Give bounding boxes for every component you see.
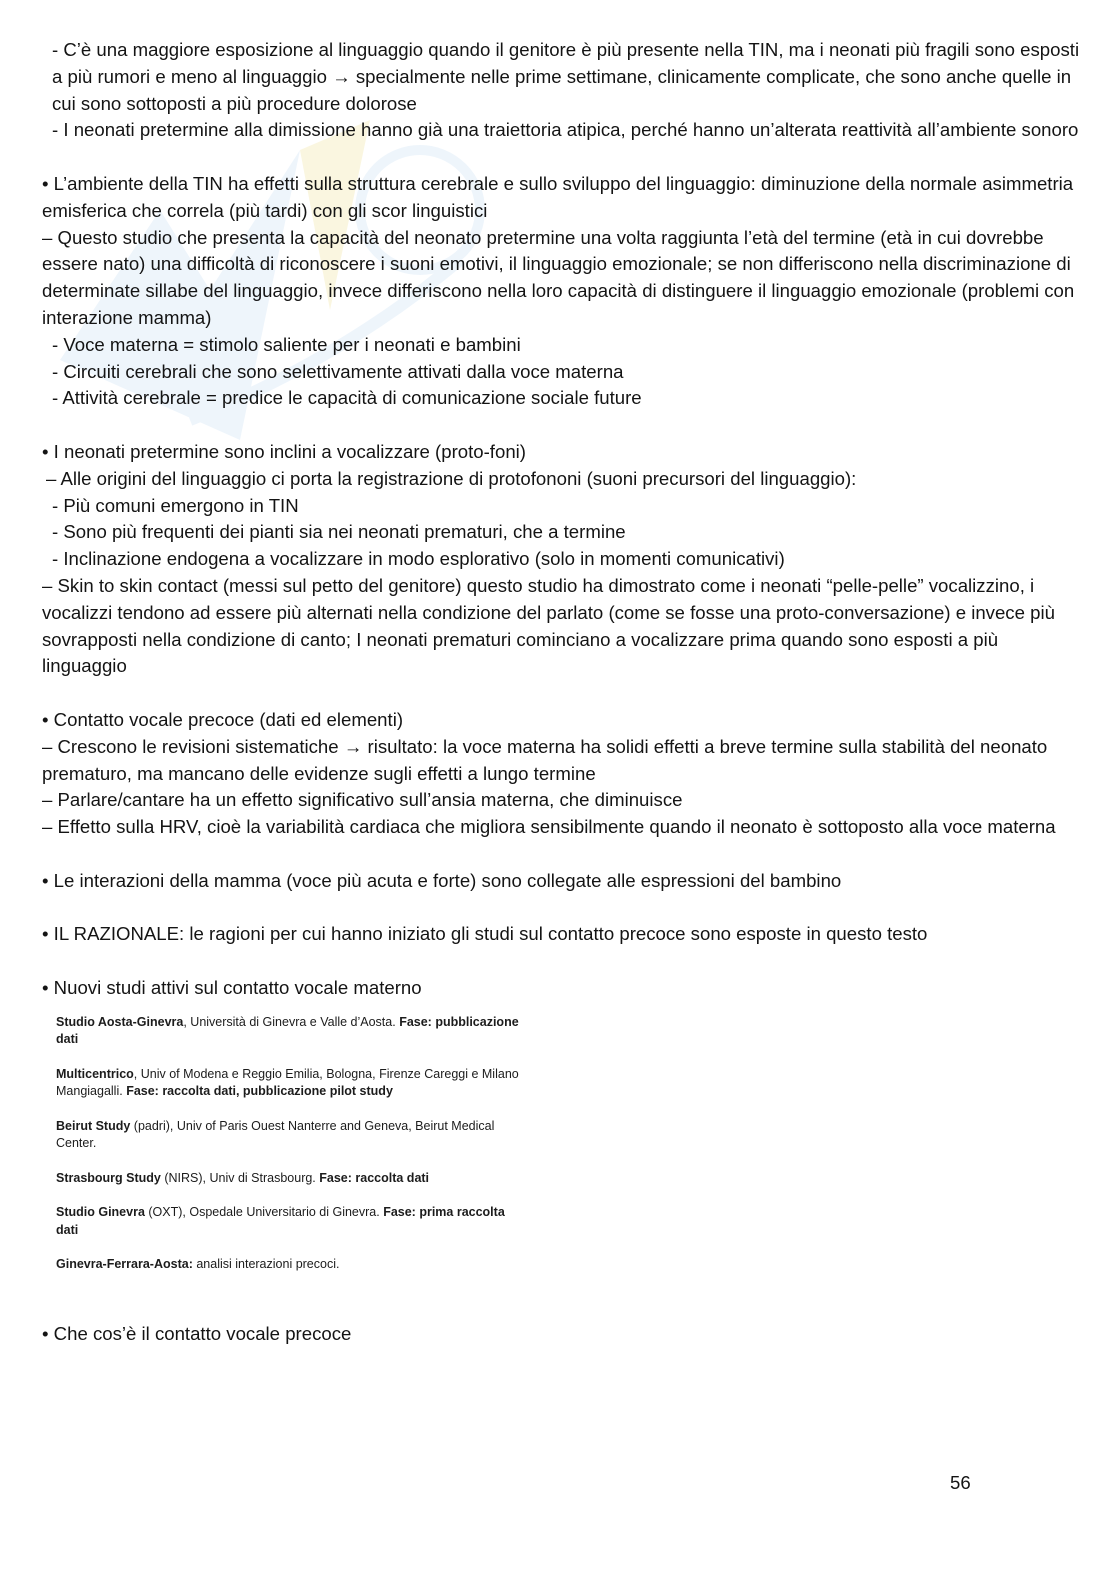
study-name: Studio Ginevra	[56, 1205, 145, 1220]
study-details: , Università di Ginevra e Valle d’Aosta.	[183, 1014, 400, 1029]
bullet-paragraph: • Contatto vocale precoce (dati ed elementi)	[42, 708, 404, 730]
study-item	[56, 1170, 526, 1188]
paragraph: – Crescono le revisioni sistematiche → risultato: la voce materna ha solidi effetti a breve termine sulla stabilità del neonato prematuro, ma mancano delle evidenze sugli effetti a lungo termine	[42, 735, 1048, 784]
studies-list	[56, 1014, 526, 1274]
study-phase: Fase: raccolta dati, pubblicazione pilot study	[126, 1084, 393, 1099]
paragraph: – Questo studio che presenta la capacità del neonato pretermine una volta raggiunta l’età del termine (età in cui dovrebbe essere nato) una difficoltà di riconoscere i suoni emotivi, il linguaggio emozionale; se non differiscono nella discriminazione di determinate sillabe del linguaggio, invece differiscono nella loro capacità di distinguere il linguaggio emozionale (problemi con interazione mamma)	[42, 226, 1075, 328]
study-item	[56, 1204, 526, 1239]
study-name: Studio Aosta-Ginevra	[56, 1014, 184, 1029]
bullet-paragraph: • Le interazioni della mamma (voce più acuta e forte) sono collegate alle espressioni del bambino	[42, 869, 842, 891]
paragraph: – Parlare/cantare ha un effetto significativo sull’ansia materna, che diminuisce	[42, 789, 683, 811]
bullet-paragraph: • IL RAZIONALE: le ragioni per cui hanno iniziato gli studi sul contatto precoce sono esposte in questo testo	[42, 923, 928, 945]
bullet-paragraph: • L’ambiente della TIN ha effetti sulla struttura cerebrale e sullo sviluppo del linguaggio: diminuzione della normale asimmetria emisferica che correla (più tardi) con gli scor linguistici	[42, 172, 1074, 221]
paragraph: – Skin to skin contact (messi sul petto del genitore) questo studio ha dimostrato come i neonati “pelle-pelle” vocalizzino, i vocalizzi tendono ad essere più alternati nella condizione del parlato (come se fosse una proto-conversazione) e invece più sovrapposti nella condizione di canto; I neonati prematuri cominciano a vocalizzare prima quando sono esposti a più linguaggio	[42, 574, 1055, 677]
study-item	[56, 1066, 526, 1101]
study-details: , Univ of Modena e Reggio Emilia, Bologna, Firenze Careggi e Milano Mangiagalli.	[56, 1066, 519, 1099]
study-name: Beirut Study	[56, 1118, 131, 1133]
paragraph: - C’è una maggiore esposizione al linguaggio quando il genitore è più presente nella TIN, ma i neonati più fragili sono esposti a più rumori e meno al linguaggio → specialmente nelle prime settimane, clinicamente complicate, che sono anche quelle in cui sono sottoposti a più procedure dolorose	[52, 39, 1080, 114]
paragraph: - Inclinazione endogena a vocalizzare in modo esplorativo (solo in momenti comunicativi)	[52, 548, 785, 570]
study-details: (OXT), Ospedale Universitario di Ginevra.	[144, 1205, 384, 1220]
bullet-paragraph: • I neonati pretermine sono inclini a vocalizzare (proto-foni)	[42, 440, 526, 462]
study-phase: Fase: raccolta dati	[319, 1170, 430, 1185]
paragraph: - Attività cerebrale = predice le capacità di comunicazione sociale future	[52, 387, 642, 409]
paragraph: – Alle origini del linguaggio ci porta la registrazione di protofononi (suoni precursori del linguaggio):	[46, 467, 857, 489]
bullet-paragraph: • Che cos’è il contatto vocale precoce	[42, 1322, 352, 1344]
study-name: Strasbourg Study	[56, 1170, 161, 1185]
study-item	[56, 1014, 526, 1049]
study-phase: Fase: pubblicazione dati	[56, 1014, 519, 1047]
study-item	[56, 1256, 526, 1274]
paragraph: – Effetto sulla HRV, cioè la variabilità cardiaca che migliora sensibilmente quando il neonato è sottoposto alla voce materna	[42, 816, 1056, 838]
study-name: Ginevra-Ferrara-Aosta:	[56, 1257, 193, 1272]
page-content	[42, 37, 1082, 1347]
paragraph: - Circuiti cerebrali che sono selettivamente attivati dalla voce materna	[52, 360, 624, 382]
paragraph: - Voce materna = stimolo saliente per i neonati e bambini	[52, 333, 521, 355]
study-details: analisi interazioni precoci.	[192, 1257, 340, 1272]
study-details: (NIRS), Univ di Strasbourg.	[160, 1170, 320, 1185]
study-item	[56, 1118, 526, 1153]
page-number: 56	[950, 1472, 971, 1493]
bullet-paragraph: • Nuovi studi attivi sul contatto vocale materno	[42, 976, 422, 998]
paragraph: - Più comuni emergono in TIN	[52, 494, 299, 516]
study-details: (padri), Univ of Paris Ouest Nanterre and Geneva, Beirut Medical Center.	[56, 1118, 495, 1151]
study-phase: Fase: prima raccolta dati	[56, 1205, 505, 1237]
paragraph: - Sono più frequenti dei pianti sia nei neonati prematuri, che a termine	[52, 521, 626, 543]
study-name: Multicentrico	[56, 1066, 134, 1081]
paragraph: - I neonati pretermine alla dimissione hanno già una traiettoria atipica, perché hanno un’alterata reattività all’ambiente sonoro	[52, 119, 1079, 141]
